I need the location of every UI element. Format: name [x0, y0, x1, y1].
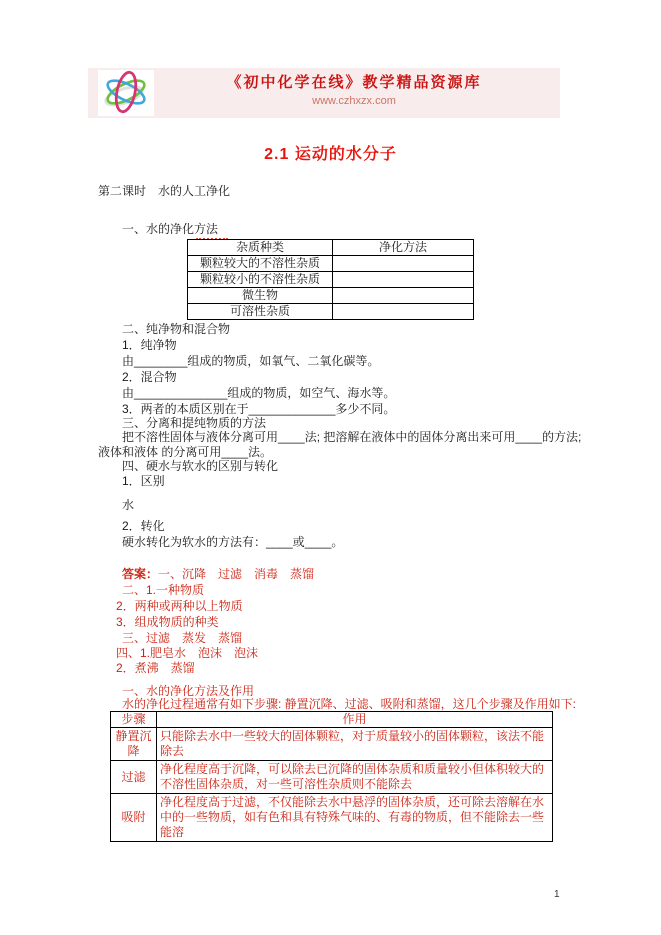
answers-line-1: [122, 567, 314, 582]
answers-line-3: 2．两种或两种以上物质: [116, 599, 243, 613]
page-title: 2.1 运动的水分子: [264, 146, 397, 163]
table-cell-empty: [333, 288, 474, 304]
table-cell-effect: 净化程度高于过滤，不仅能除去水中悬浮的固体杂质，还可除去溶解在水中的一些物质，如有色和具有特殊气味的、有毒的物质，但不能除去一些能溶: [157, 794, 553, 842]
answers-text: 一、沉降 过滤 消毒 蒸馏: [158, 567, 315, 581]
table-cell-empty: [333, 304, 474, 320]
section-4-item-2: 2．转化: [122, 519, 165, 533]
explanation-intro: 水的净化过程通常有如下步骤: 静置沉降、过滤、吸附和蒸馏，这几个步骤及作用如下:: [122, 697, 577, 711]
table-cell-impurity: 微生物: [188, 288, 333, 304]
section-4-heading: 四、硬水与软水的区别与转化: [122, 459, 279, 473]
answers-label: 答案：: [122, 567, 159, 581]
site-logo: [98, 70, 154, 116]
table-header-method: 净化方法: [333, 240, 474, 256]
table-row: [188, 304, 474, 320]
section-4-item-1: 1．区别: [122, 474, 165, 488]
answers-line-7: 2．煮沸 蒸馏: [116, 661, 195, 675]
lesson-subtitle: 第二课时 水的人工净化: [98, 184, 231, 198]
answers-line-5: 三、过滤 蒸发 蒸馏: [122, 631, 243, 645]
site-title: 《初中化学在线》教学精品资源库: [226, 74, 482, 91]
banner-text-block: [158, 72, 550, 109]
atom-icon: [98, 70, 154, 116]
water-label: 水: [122, 498, 135, 512]
section-2-item-1: 1．纯净物: [122, 338, 177, 352]
steps-effects-table: [110, 711, 553, 842]
purification-table: [187, 239, 474, 320]
fill-blank-line: 由________组成的物质，如氧气、二氧化碳等。: [122, 354, 380, 368]
table-cell-impurity: 颗粒较大的不溶性杂质: [188, 256, 333, 272]
table-header-row: [188, 240, 474, 256]
table-row: [188, 256, 474, 272]
explanation-heading: 一、水的净化方法及作用: [122, 684, 255, 698]
table-cell-step: 静置沉降: [111, 728, 157, 761]
fill-blank-line: 把不溶性固体与液体分离可用____法; 把溶解在液体中的固体分离出来可用____的方法;: [122, 430, 582, 444]
section-2-item-2: 2．混合物: [122, 370, 177, 384]
table-cell-effect: 净化程度高于沉降，可以除去已沉降的固体杂质和质量较小但体积较大的不溶性固体杂质，对一些可溶性杂质则不能除去: [157, 761, 553, 794]
table-cell-empty: [333, 272, 474, 288]
table-header-row: [111, 712, 553, 728]
table-header-step: 步骤: [111, 712, 157, 728]
table-cell-effect: 只能除去水中一些较大的固体颗粒，对于质量较小的固体颗粒，该法不能除去: [157, 728, 553, 761]
table-row: [188, 272, 474, 288]
table-row: [111, 761, 553, 794]
table-row: [188, 288, 474, 304]
table-cell-step: 过滤: [111, 761, 157, 794]
table-cell-empty: [333, 256, 474, 272]
section-3-heading: 三、分离和提纯物质的方法: [122, 416, 267, 430]
table-row: [111, 794, 553, 842]
fill-blank-line: 硬水转化为软水的方法有：____或____。: [122, 535, 344, 549]
page-number: 1: [554, 889, 560, 900]
table-header-effect: 作用: [157, 712, 553, 728]
fill-blank-line: 由______________组成的物质，如空气、海水等。: [122, 386, 396, 400]
table-header-impurity: 杂质种类: [188, 240, 333, 256]
answers-line-6: 四、1.肥皂水 泡沫 泡沫: [116, 646, 259, 660]
answers-line-2: 二、1.一种物质: [122, 583, 205, 597]
table-cell-impurity: 可溶性杂质: [188, 304, 333, 320]
site-banner: [88, 68, 560, 118]
section-2-heading: 二、纯净物和混合物: [122, 322, 231, 336]
answers-line-4: 3．组成物质的种类: [116, 615, 219, 629]
fill-blank-line: 3．两者的本质区别在于_____________多少不同。: [122, 402, 396, 416]
fill-blank-line: 液体和液体 的分离可用____法。: [98, 445, 273, 459]
table-cell-step: 吸附: [111, 794, 157, 842]
site-url: www.czhxzx.com: [312, 95, 396, 107]
table-row: [111, 728, 553, 761]
table-cell-impurity: 颗粒较小的不溶性杂质: [188, 272, 333, 288]
section-1-heading: 一、水的净化方法: [122, 222, 219, 236]
